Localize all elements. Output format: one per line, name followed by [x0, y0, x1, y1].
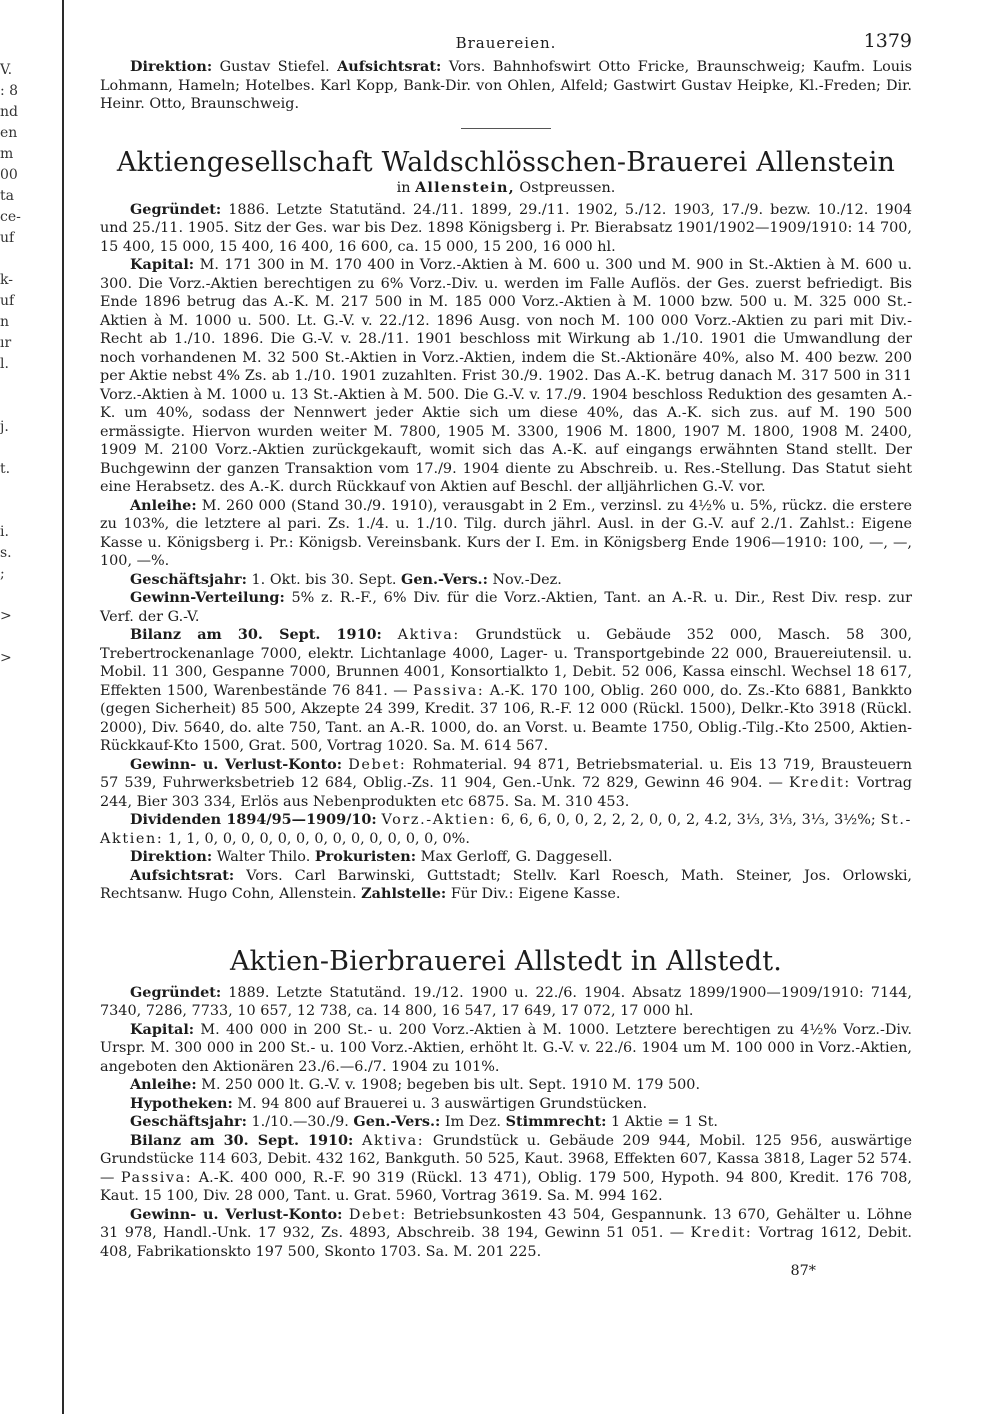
entry-text: Vors. Carl Barwinski, Guttstadt; Stellv. Karl Roesch, Math. Steiner, Jos. Orlowski, Rechtsanw. Hugo Cohn, Allenstein. — [100, 867, 912, 902]
sub-label: Debet: — [348, 1206, 407, 1223]
entry-label: Prokuristen: — [314, 848, 417, 865]
margin-fragment: uf — [0, 230, 15, 246]
page-header — [100, 28, 912, 58]
sub-label: Aktiva: — [397, 627, 460, 643]
entry-text: Gustav Stiefel. — [219, 59, 330, 75]
running-title: Brauereien. — [455, 34, 557, 52]
margin-fragment: ır — [0, 335, 12, 351]
location-region: Ostpreussen. — [519, 179, 616, 196]
entry-text: A.-K. 400 000, R.-F. 90 319 (Rückl. 13 471), Oblig. 179 500, Hypoth. 94 800, Kredit. 176 708, Kaut. 15 100, Div. 28 000, Tant. u. Grat. 5960, Vortrag 3619. Sa. M. 994 162. — [100, 1169, 912, 1204]
entry-text: Für Div.: Eigene Kasse. — [450, 886, 621, 902]
entry-text: Max Gerloff, G. Daggesell. — [420, 849, 613, 865]
entry-text: Im Dez. — [444, 1114, 501, 1130]
entry-label: Gen.-Vers.: — [353, 1113, 441, 1130]
margin-fragment: s. — [0, 545, 12, 561]
entry-label: Geschäftsjahr: — [130, 1113, 247, 1130]
entry-label: Anleihe: — [130, 496, 197, 514]
margin-fragment — [0, 585, 58, 606]
entry-label: Bilanz am 30. Sept. 1910: — [130, 1131, 354, 1149]
location-place: Allenstein, — [415, 178, 515, 196]
sub-label: Passiva: — [412, 682, 485, 699]
sub-label: Vorz.-Aktien: — [381, 812, 497, 828]
sub-label: Passiva: — [120, 1169, 193, 1186]
company-title: Aktiengesellschaft Waldschlösschen-Brauerei Allenstein — [116, 146, 896, 178]
entry-text: 1 Aktie = 1 St. — [611, 1114, 718, 1130]
entry-text: Vortrag 1612, Debit. 408, Fabrikationskto 197 500, Skonto 1703. Sa. M. 201 225. — [100, 1225, 912, 1260]
entry-text: 5% z. R.-F., 6% Div. für die Vorz.-Aktien, Tant. an A.-R. u. Dir., Rest Div. resp. zur Verf. der G.-V. — [100, 590, 912, 625]
page-number: 1379 — [863, 30, 912, 52]
margin-fragment: t. — [0, 461, 11, 477]
document-page — [100, 28, 912, 1279]
entry-text: Nov.-Dez. — [492, 571, 562, 588]
entry-text: 1. Okt. bis 30. Sept. — [251, 571, 397, 588]
margin-fragment — [0, 501, 58, 522]
entry-label: Kapital: — [130, 1020, 195, 1038]
entry-label: Anleihe: — [130, 1076, 197, 1093]
entry-text: Betriebsunkosten 43 504, Gespannunk. 13 670, Gehälter u. Löhne 31 978, Handl.-Unk. 17 932, Zs. 4893, Abschreib. 38 194, Gewinn 51 051. — — [100, 1206, 912, 1241]
previous-entry-tail — [100, 58, 912, 114]
margin-fragment: j. — [0, 419, 9, 435]
entry-text: 1886. Letzte Statutänd. 24./11. 1899, 29./11. 1902, 5./12. 1903, 17./9. bezw. 10./12. 1904 und 25./11. 1905. Sitz der Ges. war bis Dez. 1898 Königsberg i. Pr. Bierabsatz 1901/1902—1909/1910: 14 700, 15 400, 15 000, 15 400, 16 400, 16 600, ca. 15 000, 15 200, 16 000 hl. — [100, 201, 913, 255]
company-title: Aktien-Bierbrauerei Allstedt in Allstedt. — [229, 945, 783, 977]
company-entry-allstedt — [100, 946, 912, 1262]
entry-label: Direktion: — [130, 848, 213, 865]
sub-label: Debet: — [348, 756, 407, 773]
margin-fragment: V. — [0, 62, 13, 78]
entry-text: 1./10.—30./9. — [251, 1114, 349, 1130]
margin-fragment: m — [0, 146, 14, 162]
margin-fragment: l. — [0, 356, 9, 372]
entry-text: M. 94 800 auf Brauerei u. 3 auswärtigen Grundstücken. — [237, 1095, 648, 1112]
entry-label: Gewinn-Verteilung: — [130, 589, 285, 606]
entry-text: Vortrag 244, Bier 303 334, Erlös aus Nebenprodukten etc 6875. Sa. M. 310 453. — [100, 775, 913, 810]
margin-fragment: k- — [0, 272, 13, 288]
entry-text: 1889. Letzte Statutänd. 19./12. 1900 u. 22./6. 1904. Absatz 1899/1900—1909/1910: 7144, 7340, 7286, 7733, 10 657, 12 738, ca. 14 800, 16 547, 17 649, 17 072, 17 000 hl. — [100, 984, 912, 1019]
sub-label: St.-Aktien: — [100, 812, 912, 847]
entry-text: 1, 1, 0, 0, 0, 0, 0, 0, 0, 0, 0, 0, 0, 0, 0, 0%. — [167, 830, 470, 847]
margin-fragment: n — [0, 314, 10, 330]
entry-label: Kapital: — [130, 256, 195, 273]
entry-text: 6, 6, 6, 0, 0, 2, 2, 2, 0, 0, 2, 4.2, 3⅓, 3⅓, 3⅓, 3½%; — [500, 812, 876, 828]
margin-fragment — [0, 438, 58, 459]
entry-label: Gegründet: — [130, 200, 222, 218]
entry-text: M. 400 000 in 200 St.- u. 200 Vorz.-Aktien à M. 1000. Letztere berechtigen zu 4½% Vorz.-Div. Urspr. M. 300 000 in 200 St.- u. 100 Vorz.-Aktien, erhöht lt. G.-V. v. 22./6. 1904 um M. 100 000 in Vorz.-Aktien, angeboten den Aktionären 23./6.—6./7. 1904 zu 101%. — [100, 1021, 913, 1075]
entry-text: Rohmaterial. 94 871, Betriebsmaterial. u. Eis 13 719, Brausteuern 57 539, Fuhrwerksbetrieb 12 684, Oblig.-Zs. 11 904, Gen.-Unk. 72 829, Gewinn 46 904. — — [100, 756, 913, 791]
entry-text: A.-K. 170 100, Oblig. 260 000, do. Zs.-Kto 6881, Bankkto (gegen Sicherheit) 85 500, Akzepte 24 399, Kredit. 37 106, R.-F. 12 000 (Rückl. 1500), Delkr.-Kto 3918 (Rückl. 2000), Div. 5640, do. alte 750, Tant. an A.-R. 1000, do. an Vorst. u. Beamte 1750, Oblig.-Tilg.-Kto 2500, Aktien-Rückkauf-Kto 1500, Grat. 500, Vortrag 1020. Sa. M. 614 567. — [100, 682, 912, 754]
signature-mark: 87* — [790, 1263, 816, 1279]
margin-fragment: ta — [0, 188, 14, 204]
entry-text: Walter Thilo. — [216, 849, 311, 865]
entry-label: Aufsichtsrat: — [130, 866, 235, 884]
margin-fragment: > — [0, 608, 12, 624]
margin-fragment: i. — [0, 524, 9, 540]
entry-label: Hypotheken: — [130, 1094, 233, 1112]
entry-label: Gen.-Vers.: — [401, 570, 488, 588]
entry-label: Gewinn- u. Verlust-Konto: — [130, 1205, 343, 1223]
margin-fragment: ; — [0, 566, 5, 582]
company-location — [100, 179, 912, 197]
margin-fragment: > — [0, 650, 12, 666]
entry-label: Dividenden 1894/95—1909/10: — [130, 811, 377, 828]
margin-fragment: : 8 — [0, 83, 19, 99]
margin-fragment — [0, 480, 58, 501]
sub-label: Aktiva: — [361, 1132, 425, 1149]
entry-label: Gegründet: — [130, 983, 222, 1001]
location-prefix: in — [396, 179, 411, 196]
section-separator — [461, 128, 551, 129]
margin-fragment — [0, 396, 58, 417]
adjacent-page-margin — [0, 60, 58, 669]
margin-fragment — [0, 249, 58, 270]
entry-label: Bilanz am 30. Sept. 1910: — [130, 626, 382, 643]
entry-text: Grundstück u. Gebäude 352 000, Masch. 58 300, Trebertrockenanlage 7000, elektr. Lichtanlage 4000, Lager- u. Transportgebinde 22 000, Brauereiutensil. u. Mobil. 11 300, Gespanne 7000, Brunnen 4001, Konsortialkto 1, Debit. 52 006, Kassa einschl. Wechsel 18 617, Effekten 1500, Warenbestände 76 841. — — [100, 627, 913, 699]
entry-label: Zahlstelle: — [361, 885, 447, 902]
entry-text: M. 171 300 in M. 170 400 in Vorz.-Aktien à M. 600 u. 300 und M. 900 in St.-Aktien à M. 600 u. 300. Die Vorz.-Aktien berechtigen zu 6% Vorz.-Div. u. werden im Falle Auflös. der Ges. zuerst befriedigt. Bis Ende 1896 betrug das A.-K. M. 217 500 in M. 185 000 Vorz.-Aktien à M. 1000 bzw. 500 u. M. 325 000 St.-Aktien à M. 1000 u. 500. Lt. G.-V. v. 22./12. 1896 Ausg. von noch M. 100 000 Vorz.-Aktien zu pari mit Div.-Recht ab 1./10. 1896. Die G.-V. v. 28./11. 1901 beschloss mit Wirkung ab 1./10. 1901 die Umwandlung der noch vorhandenen M. 32 500 St.-Aktien in Vorz.-Aktien, indem die St.-Aktionäre 40%, also M. 400 bezw. 200 per Aktie nebst 4% Zs. ab 1./10. 1901 zuzahlten. Frist 30./9. 1902. Das A.-K. betrug danach M. 317 500 in 311 Vorz.-Aktien à M. 1000 u. 13 St.-Aktien à M. 500. Die G.-V. v. 17./9. 1904 beschloss Reduktion des gesamten A.-K. um 40%, sodass der Nennwert jeder Aktie sich um diese 40%, das A.-K. sich zus. auf M. 190 500 ermässigte. Hiervon wurden weiter M. 7800, 1905 M. 3300, 1906 M. 1800, 1907 M. 1800, 1908 M. 2400, 1909 M. 2100 Vorz.-Aktien zurückgekauft, womit sich das A.-K. auf eingangs erwähnten Stand stellt. Der Buchgewinn der ganzen Transaktion vom 17./9. 1904 diente zu Abschreib. u. Res.-Stellung. Das Statut sieht eine Herabsetz. des A.-K. durch Rückkauf von Aktien auf Beschl. der alljährlichen G.-V. vor. — [100, 257, 912, 495]
margin-fragment: 00 — [0, 167, 18, 183]
margin-fragment: en — [0, 125, 18, 141]
entry-label: Geschäftsjahr: — [130, 570, 247, 588]
entry-text: M. 260 000 (Stand 30./9. 1910), verausgabt in 2 Em., verzinsl. zu 4½% u. 5%, rückz. die erstere zu 103%, die letztere al pari. Zs. 1./4. u. 1./10. Tilg. durch jährl. Ausl. in der G.-V. auf 2./1. Zahlst.: Eigene Kasse u. Königsberg i. Pr.: Königsb. Vereinsbank. Kurs der I. Em. in Königsberg Ende 1906—1910: 100, —, —, 100, —%. — [100, 497, 913, 569]
entry-text: Grundstück u. Gebäude 209 944, Mobil. 125 956, auswärtige Grundstücke 114 603, Debit. 432 162, Bankguth. 50 525, Kaut. 3968, Effekten 607, Kassa 3818, Lager 52 574. — — [100, 1132, 913, 1186]
entry-label: Gewinn- u. Verlust-Konto: — [130, 755, 343, 773]
company-entry-allenstein — [100, 147, 912, 904]
entry-label: Direktion: — [130, 58, 213, 75]
entry-text: Vors. Bahnhofswirt Otto Fricke, Braunschweig; Kaufm. Louis Lohmann, Hameln; Hotelbes. Karl Kopp, Bank-Dir. von Ohlen, Alfeld; Gastwirt Gustav Heipke, Kl.-Freden; Dir. Heinr. Otto, Braunschweig. — [100, 59, 913, 112]
entry-label: Aufsichtsrat: — [337, 58, 442, 75]
sub-label: Kredit: — [789, 775, 851, 791]
margin-fragment: ce- — [0, 209, 21, 225]
entry-label: Stimmrecht: — [505, 1113, 607, 1130]
entry-text: M. 250 000 lt. G.-V. v. 1908; begeben bis ult. Sept. 1910 M. 179 500. — [201, 1077, 701, 1093]
margin-fragment: uf — [0, 293, 15, 309]
binding-edge-line — [62, 0, 64, 1414]
margin-fragment — [0, 375, 58, 396]
margin-fragment: nd — [0, 104, 18, 120]
sub-label: Kredit: — [690, 1225, 753, 1241]
margin-fragment — [0, 627, 58, 648]
